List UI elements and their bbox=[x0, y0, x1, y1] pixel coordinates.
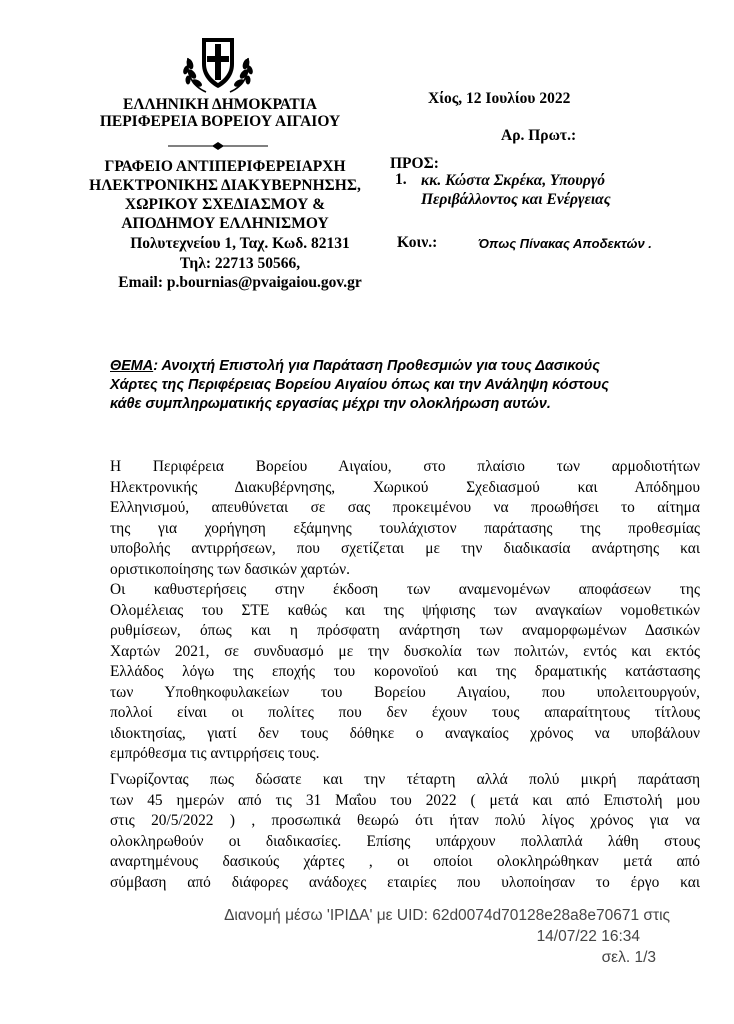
body-paragraph-2 bbox=[110, 580, 700, 765]
body-line: των Υποθηκοφυλακείων του Βορείου Αιγαίου, που υπολειτουργούν, bbox=[110, 683, 700, 701]
header-republic: ΕΛΛΗΝΙΚΗ ΔΗΜΟΚΡΑΤΙΑ bbox=[123, 96, 317, 113]
body-line: εμπρόθεσμα τις αντιρρήσεις τους. bbox=[110, 745, 320, 762]
header-divider bbox=[168, 141, 268, 151]
office-line: ΑΠΟΔΗΜΟΥ ΕΛΛΗΝΙΣΜΟΥ bbox=[121, 215, 329, 232]
body-line: ρυθμίσεων, όπως και η πρόσφατη ανάρτηση των αναμορφωμένων Δασικών bbox=[110, 622, 700, 639]
subject-line: κάθε συμπληρωματικής εργασίας μέχρι την ολοκλήρωση αυτών. bbox=[110, 396, 551, 412]
body-paragraph-3 bbox=[110, 770, 700, 893]
protocol-number: Αρ. Πρωτ.: bbox=[501, 127, 577, 144]
body-line: Ελλάδος λόγω της εποχής του κορονοϊού και της δραματικής κατάστασης bbox=[110, 663, 700, 680]
subject-line-1 bbox=[110, 357, 710, 376]
body-line: της για χορήγηση εξάμηνης τουλάχιστον παράτασης της προθεσμίας bbox=[110, 519, 700, 537]
to-label: ΠΡΟΣ: bbox=[390, 155, 439, 172]
office-title bbox=[60, 157, 390, 233]
body-line: Η Περιφέρεια Βορείου Αιγαίου, στο πλαίσιο των αρμοδιοτήτων bbox=[110, 458, 700, 475]
body-line: σύμβαση από διάφορες ανάδοχες εταιρίες που υλοποίησαν το έργο και bbox=[110, 873, 700, 891]
letter-date: Χίος, 12 Ιουλίου 2022 bbox=[428, 90, 571, 107]
footer-page-number: σελ. 1/3 bbox=[601, 949, 656, 966]
phone: Τηλ: 22713 50566, bbox=[179, 254, 301, 272]
body-line: Ηλεκτρονικής Διακυβέρνησης, Χωρικού Σχεδιασμού και Απόδημου bbox=[110, 478, 700, 496]
body-line: αναρτημένους δασικούς χάρτες , οι οποίοι ολοκληρώθηκαν μετά από bbox=[110, 853, 700, 870]
cc-label: Κοιν.: bbox=[397, 234, 438, 251]
subject-line: Χάρτες της Περιφέρειας Βορείου Αιγαίου όπως και την Ανάληψη κόστους bbox=[110, 377, 609, 393]
header-region: ΠΕΡΙΦΕΡΕΙΑ ΒΟΡΕΙΟΥ ΑΙΓΑΙΟΥ bbox=[99, 113, 341, 130]
body-line: οριστικοποίησης των δασικών χαρτών. bbox=[110, 560, 350, 578]
body-line: Γνωρίζοντας πως δώσατε και την τέταρτη αλλά πολύ μικρή παράταση bbox=[110, 771, 700, 788]
body-line: των 45 ημερών από τις 31 Μαΐου του 2022 ( μετά και από Επιστολή μου bbox=[110, 791, 700, 809]
subject-label: ΘΕΜΑ bbox=[110, 358, 154, 374]
body-line: υποβολής αντιρρήσεων, που σχετίζεται με την διαδικασία ανάρτησης και bbox=[110, 540, 700, 557]
recipient-number: 1. bbox=[395, 171, 407, 188]
greek-coat-of-arms-icon bbox=[178, 34, 258, 96]
body-line: Οι καθυστερήσεις στην έκδοση των αναμενομένων αποφάσεων της bbox=[110, 581, 700, 598]
distribution-footer bbox=[150, 905, 670, 968]
subject bbox=[110, 357, 710, 414]
recipient-line: Περιβάλλοντος και Ενέργειας bbox=[421, 191, 611, 208]
body-line: ολοκληρωθούν οι διαδικασίες. Επίσης υπάρχουν πολλαπλά λάθη στους bbox=[110, 832, 700, 850]
body-line: Χαρτών 2021, σε συνδυασμό με την δυσκολία των πολιτών, εντός και εκτός bbox=[110, 642, 700, 660]
body-line: ιδιοκτησίας, γιατί δεν τους δόθηκε ο αναγκαίος χρόνος να υποβάλουν bbox=[110, 724, 700, 742]
office-line: ΧΩΡΙΚΟΥ ΣΧΕΔΙΑΣΜΟΥ & bbox=[124, 196, 326, 213]
body-line: πολλοί είναι οι πολίτες που δεν έχουν τους απαραίτητους τίτλους bbox=[110, 704, 700, 721]
footer-timestamp: 14/07/22 16:34 bbox=[536, 928, 640, 945]
body-paragraph-1 bbox=[110, 457, 700, 580]
body-line: Ελληνισμού, απευθύνεται σε σας προκειμένου να προωθήσει το αίτημα bbox=[110, 499, 700, 516]
email: Email: p.bournias@pvaigaiou.gov.gr bbox=[118, 274, 362, 291]
footer-uid-line: Διανομή μέσω 'ΙΡΙΔΑ' με UID: 62d0074d70128e28a8e70671 στις bbox=[224, 907, 670, 924]
address: Πολυτεχνείου 1, Ταχ. Κωδ. 82131 bbox=[130, 235, 350, 252]
cc-value: Όπως Πίνακας Αποδεκτών . bbox=[478, 236, 652, 251]
subject-text: : Ανοιχτή Επιστολή για Παράταση Προθεσμιών για τους Δασικούς bbox=[153, 358, 600, 374]
body-line: Ολομέλειας του ΣΤΕ καθώς και της ψήφισης των αναγκαίων νομοθετικών bbox=[110, 601, 700, 619]
office-line: ΓΡΑΦΕΙΟ ΑΝΤΙΠΕΡΙΦΕΡΕΙΑΡΧΗ bbox=[104, 158, 346, 175]
recipient-line: κκ. Κώστα Σκρέκα, Υπουργό bbox=[421, 172, 606, 189]
contact-block bbox=[60, 234, 420, 293]
recipient bbox=[421, 171, 721, 209]
office-line: ΗΛΕΚΤΡΟΝΙΚΗΣ ΔΙΑΚΥΒΕΡΝΗΣΗΣ, bbox=[89, 177, 361, 194]
body-line: στις 20/5/2022 ) , προσωπικά θεωρώ ότι ήταν πολύ λίγος χρόνος για να bbox=[110, 812, 700, 829]
